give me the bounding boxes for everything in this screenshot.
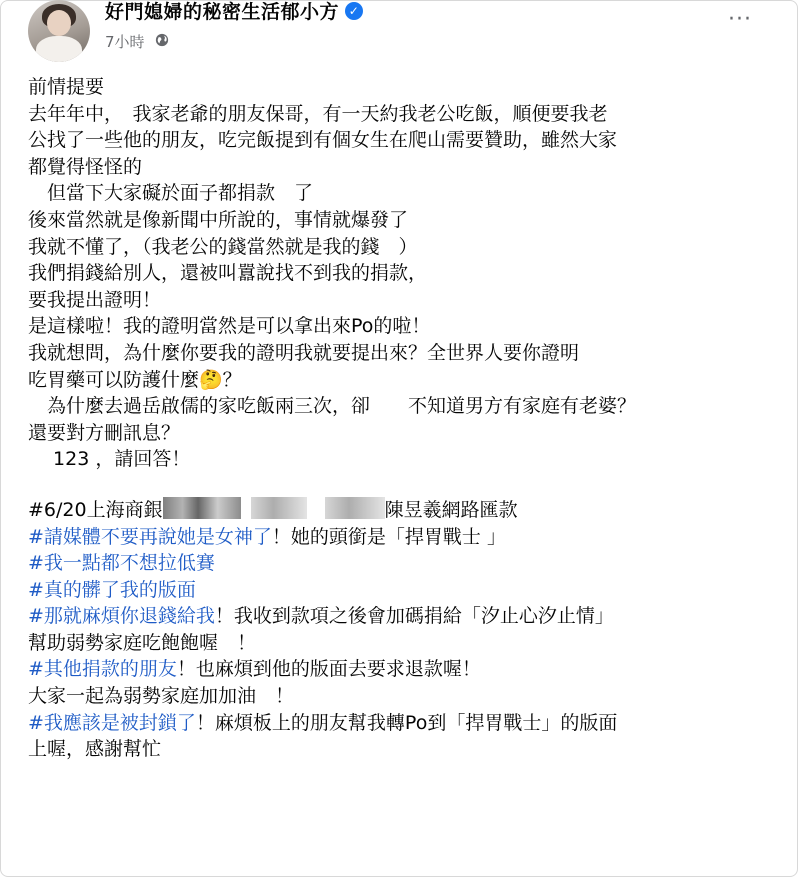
- verified-badge-icon: ✓: [345, 2, 363, 20]
- hashtag-link[interactable]: #請媒體不要再說她是女神了: [28, 525, 272, 548]
- body-line: 還要對方刪訊息？: [28, 421, 181, 444]
- avatar-face: [47, 10, 71, 36]
- tag-line: [28, 524, 788, 551]
- body-line: 前情提要: [28, 76, 105, 98]
- body-line: 但當下大家礙於面子都捐款 了: [28, 182, 314, 205]
- tag-line: [28, 630, 788, 657]
- post-timestamp[interactable]: 7小時: [105, 33, 145, 51]
- tag-line-text: ！也麻煩到他的版面去要求退款喔！: [176, 658, 481, 681]
- body-line: 我就想問，為什麼你要我的證明我就要提出來？全世界人要你證明: [28, 341, 580, 364]
- body-line: 吃胃藥可以防護什麼🤔？: [28, 368, 242, 391]
- body-line: 去年年中， 我家老爺的朋友保哥，有一天約我老公吃飯，順便要我老: [28, 102, 608, 125]
- more-options-icon[interactable]: ···: [728, 7, 752, 32]
- body-line: 123 ，請回答！: [28, 448, 191, 471]
- tag-line: [28, 656, 788, 683]
- transfer-prefix: #6/20上海商銀: [28, 498, 163, 521]
- tag-line-text: ！我收到款項之後會加碼捐給「汐止心汐止情」: [214, 605, 614, 628]
- tag-line: [28, 683, 788, 710]
- body-line: 為什麼去過岳啟儒的家吃飯兩三次，卻 不知道男方有家庭有老婆？: [28, 395, 637, 418]
- hashtag-link[interactable]: #我一點都不想拉低賽: [28, 552, 215, 575]
- body-line: 要我提出證明！: [28, 288, 162, 311]
- body-line: 是這樣啦！我的證明當然是可以拿出來Po的啦！: [28, 315, 431, 338]
- body-line: 後來當然就是像新聞中所說的，事情就爆發了: [28, 208, 409, 231]
- hashtag-link[interactable]: #那就麻煩你退錢給我: [28, 605, 215, 628]
- post-body: [28, 74, 788, 763]
- avatar-body: [36, 36, 82, 62]
- body-line: 都覺得怪怪的: [28, 155, 143, 178]
- tag-line: [28, 603, 788, 630]
- redacted-block: [163, 497, 241, 519]
- author-name-row: [105, 0, 363, 24]
- tag-line: [28, 710, 788, 737]
- author-avatar[interactable]: [28, 0, 90, 62]
- paragraph-gap: [28, 473, 788, 497]
- tag-line-text: 大家一起為弱勢家庭加加油 ！: [28, 685, 295, 708]
- hashtag-link[interactable]: #真的髒了我的版面: [28, 578, 196, 601]
- tag-line-text: 幫助弱勢家庭吃飽飽喔 ！: [28, 631, 257, 654]
- post-header: [0, 0, 800, 64]
- author-name[interactable]: 好門媳婦的秘密生活郁小方: [105, 1, 340, 23]
- tag-line-text: 上喔，感謝幫忙: [28, 738, 162, 761]
- redacted-block: [325, 497, 385, 519]
- hashtag-link[interactable]: #其他捐款的朋友: [28, 658, 177, 681]
- hashtag-link[interactable]: #我應該是被封鎖了: [28, 711, 196, 734]
- redacted-block: [251, 497, 307, 519]
- tag-line: [28, 577, 788, 604]
- tag-line: [28, 736, 788, 763]
- tag-line-text: ！麻煩板上的朋友幫我轉Po到「捍胃戰士」的版面: [195, 711, 618, 734]
- tag-line-text: ！她的頭銜是「捍胃戰士 」: [271, 525, 506, 548]
- body-line: 我們捐錢給別人，還被叫囂說找不到我的捐款，: [28, 262, 428, 285]
- transfer-suffix: 陳昱羲網路匯款: [384, 498, 518, 521]
- body-line: 我就不懂了，（我老公的錢當然就是我的錢 ）: [28, 235, 418, 258]
- globe-icon[interactable]: [155, 32, 169, 52]
- post-meta: [105, 32, 169, 53]
- transfer-line: [28, 497, 788, 524]
- body-line: 公找了一些他的朋友，吃完飯提到有個女生在爬山需要贊助，雖然大家: [28, 129, 618, 152]
- tag-line: [28, 550, 788, 577]
